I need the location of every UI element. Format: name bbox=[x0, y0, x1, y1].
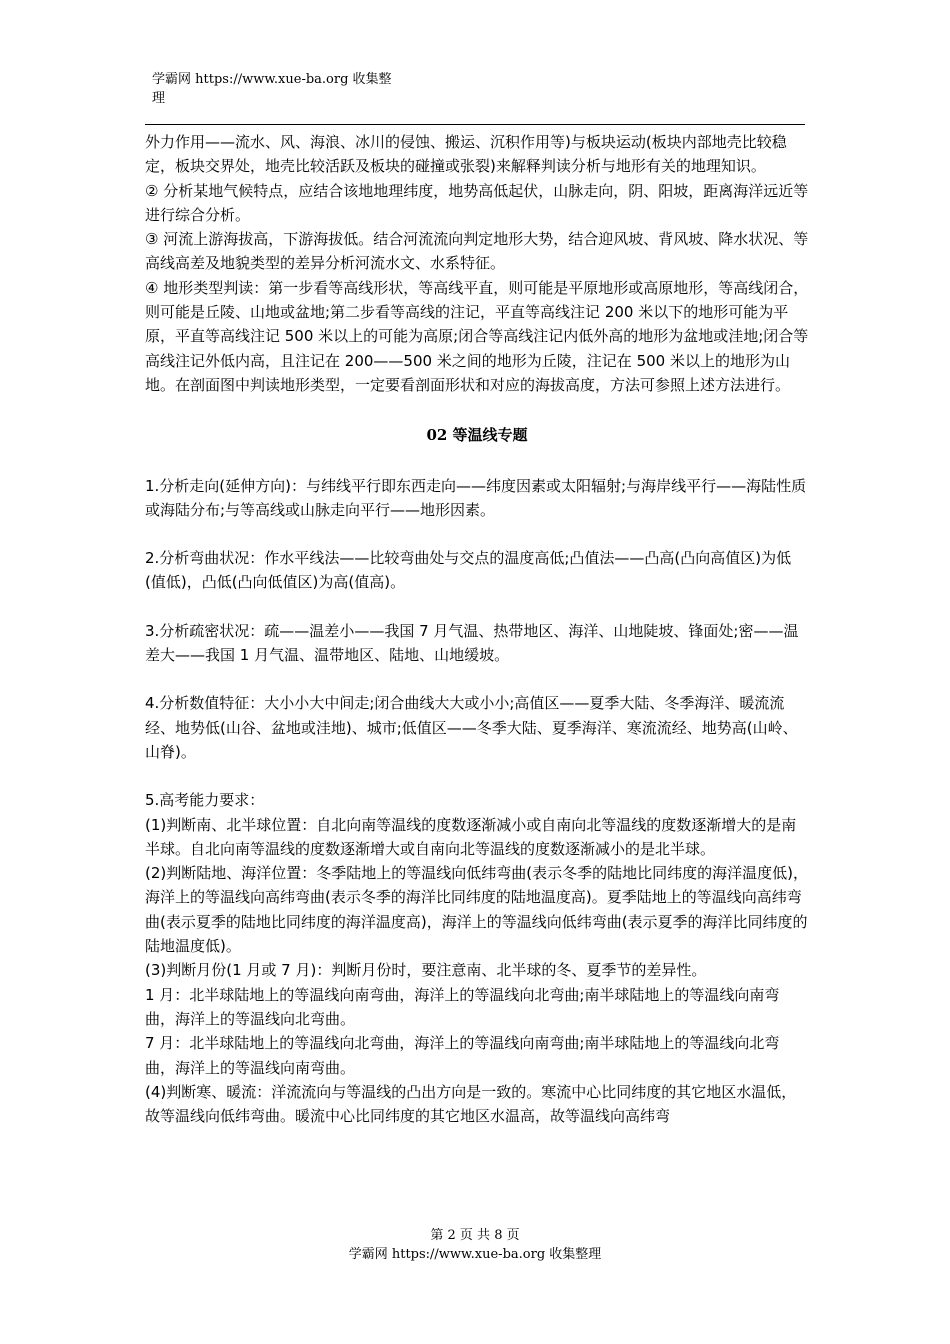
paragraph-climate-analysis: ② 分析某地气候特点，应结合该地地理纬度，地势高低起伏，山脉走向，阴、阳坡，距离海洋远近等进行综合分析。 bbox=[145, 181, 809, 224]
page-number: 第 2 页 共 8 页 bbox=[430, 1228, 520, 1243]
exam-currents: (4)判断寒、暖流：洋流流向与等温线的凸出方向是一致的。寒流中心比同纬度的其它地区水温低，故等温线向低纬弯曲。暖流中心比同纬度的其它地区水温高，故等温线向高纬弯 bbox=[145, 1082, 797, 1126]
exam-land-sea: (2)判断陆地、海洋位置：冬季陆地上的等温线向低纬弯曲(表示冬季的陆地比同纬度的海洋温度低)，海洋上的等温线向高纬弯曲(表示冬季的海洋比同纬度的陆地温度高)。夏季陆地上的等温线向高纬弯曲(表示夏季的陆地比同纬度的海洋温度高)，海洋上的等温线向低纬弯曲(表示夏季的海洋比同纬度的陆地温度低)。 bbox=[145, 864, 808, 956]
exam-month: (3)判断月份(1 月或 7 月)：判断月份时，要注意南、北半球的冬、夏季节的差异性。 bbox=[145, 961, 707, 980]
exam-requirements-heading: 5.高考能力要求： bbox=[145, 791, 265, 810]
header-divider bbox=[145, 124, 805, 125]
paragraph-landform-types: ④ 地形类型判读：第一步看等高线形状，等高线平直，则可能是平原地形或高原地形，等高线闭合，则可能是丘陵、山地或盆地;第二步看等高线的注记，平直等高线注记 200 米以下的地形可能为平原，平直等高线注记 500 米以上的可能为高原;闭合等高线注记内低外高的地形为盆地或洼地;闭合等高线注记外低内高，且注记在 200——500 米之间的地形为丘陵，注记在 500 米以上的地形为山地。在剖面图中判读地形类型，一定要看剖面形状和对应的海拔高度，方法可参照上述方法进行。 bbox=[145, 278, 809, 394]
document-body bbox=[145, 130, 809, 1128]
page-header bbox=[152, 70, 402, 108]
footer-source-text: 学霸网 https://www.xue-ba.org 收集整理 bbox=[348, 1247, 602, 1262]
header-source-text: 学霸网 https://www.xue-ba.org 收集整理 bbox=[152, 72, 392, 106]
exam-hemisphere: (1)判断南、北半球位置：自北向南等温线的度数逐渐减小或自南向北等温线的度数逐渐增大的是南半球。自北向南等温线的度数逐渐增大或自南向北等温线的度数逐渐减小的是北半球。 bbox=[145, 815, 797, 858]
isotherm-density: 3.分析疏密状况：疏——温差小——我国 7 月气温、热带地区、海洋、山地陡坡、锋面处;密——温差大——我国 1 月气温、温带地区、陆地、山地缓坡。 bbox=[145, 621, 799, 665]
exam-month-july: 7 月：北半球陆地上的等温线向北弯曲，海洋上的等温线向南弯曲;南半球陆地上的等温线向北弯曲，海洋上的等温线向南弯曲。 bbox=[145, 1034, 780, 1077]
paragraph-external-forces: 外力作用——流水、风、海浪、冰川的侵蚀、搬运、沉积作用等)与板块运动(板块内部地壳比较稳定，板块交界处，地壳比较活跃及板块的碰撞或张裂)来解释判读分析与地形有关的地理知识。 bbox=[145, 133, 787, 176]
exam-month-january: 1 月：北半球陆地上的等温线向南弯曲，海洋上的等温线向北弯曲;南半球陆地上的等温线向南弯曲，海洋上的等温线向北弯曲。 bbox=[145, 985, 780, 1028]
isotherm-values: 4.分析数值特征：大小小大中间走;闭合曲线大大或小小;高值区——夏季大陆、冬季海洋、暖流流经、地势低(山谷、盆地或洼地)、城市;低值区——冬季大陆、夏季海洋、寒流流经、地势高(山岭、山脊)。 bbox=[145, 694, 798, 761]
paragraph-river-analysis: ③ 河流上游海拔高，下游海拔低。结合河流流向判定地形大势，结合迎风坡、背风坡、降水状况、等高线高差及地貌类型的差异分析河流水文、水系特征。 bbox=[145, 230, 809, 273]
isotherm-direction: 1.分析走向(延伸方向)：与纬线平行即东西走向——纬度因素或太阳辐射;与海岸线平行——海陆性质或海陆分布;与等高线或山脉走向平行——地形因素。 bbox=[145, 476, 807, 519]
isotherm-bending: 2.分析弯曲状况：作水平线法——比较弯曲处与交点的温度高低;凸值法——凸高(凸向高值区)为低(值低)，凸低(凸向低值区)为高(值高)。 bbox=[145, 549, 792, 592]
section-title: 02 等温线专题 bbox=[426, 426, 528, 445]
